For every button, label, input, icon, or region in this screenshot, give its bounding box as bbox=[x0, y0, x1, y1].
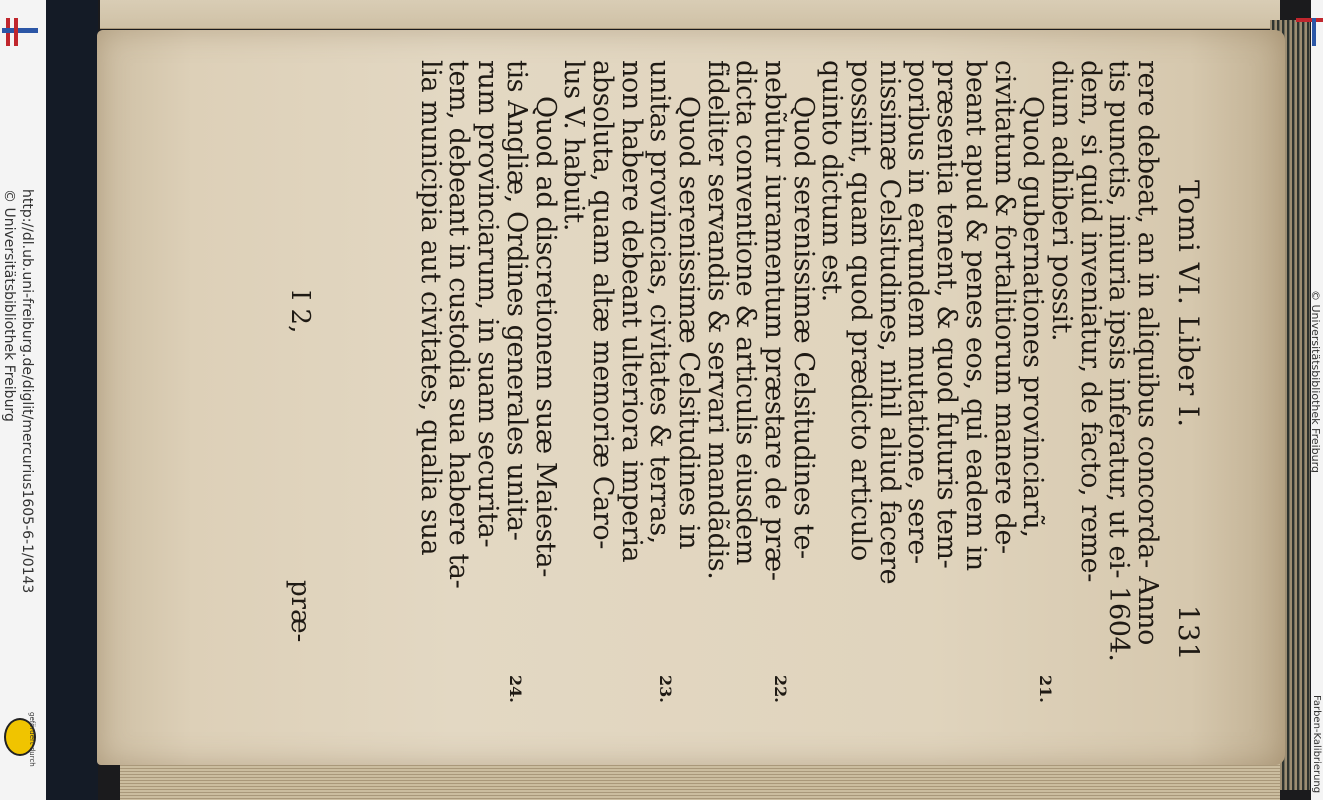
text-line: dem, si quid inveniatur, de facto, reme- bbox=[1074, 60, 1106, 582]
flag-icon bbox=[2, 18, 38, 46]
text-line: Quod gubernationes provinciarũ, bbox=[1017, 96, 1049, 538]
text-line: possint, quam quod prædicto articulo bbox=[845, 60, 877, 561]
margin-number: 24. bbox=[506, 675, 525, 703]
catchword: præ- bbox=[285, 580, 315, 643]
text-line: civitatum & fortalitiorum manere de- bbox=[988, 60, 1020, 554]
text-line: rere debeat, an in aliquibus concorda- Anno bbox=[1132, 60, 1163, 645]
page-number: 131 bbox=[1172, 605, 1205, 662]
text-line: non habere debeant ulteriora imperia bbox=[615, 60, 647, 563]
running-header bbox=[1165, 60, 1205, 660]
text-line: absoluta, quam altæ memoriæ Caro- bbox=[586, 60, 618, 549]
text-line: tis Angliæ, Ordines generales unita- bbox=[500, 60, 532, 541]
page-text-block bbox=[245, 60, 1205, 740]
margin-number: 21. bbox=[1036, 675, 1055, 703]
page-stack-bottom bbox=[120, 760, 1280, 800]
text-line: dium adhiberi possit. bbox=[1045, 60, 1077, 342]
header-title: Tomi VI. Liber I. bbox=[1172, 180, 1205, 429]
margin-number: 23. bbox=[656, 675, 675, 703]
signature-mark: I 2, bbox=[285, 290, 315, 334]
copyright-text: © Universitätsbibliothek Freiburg bbox=[1, 189, 17, 422]
text-line: præsentia tenent, & quod futuris tem- bbox=[931, 60, 963, 569]
text-line: nebũtur iuramentum præstare de præ- bbox=[759, 60, 791, 581]
right-calibration-label: Farben-Kalibrierung bbox=[1311, 695, 1322, 794]
text-line: fideliter servandis & servari mandãdis. bbox=[701, 60, 733, 580]
text-line: Quod ad discretionem suæ Maiesta- bbox=[529, 96, 561, 577]
text-line: tem, debeant in custodia sua habere ta- bbox=[443, 60, 475, 589]
color-chart-icon bbox=[1296, 18, 1323, 46]
logo-caption: gefördert durch bbox=[28, 712, 36, 767]
page-top-edge bbox=[100, 0, 1280, 29]
text-line: lia municipia aut civitates, qualia sua bbox=[414, 60, 446, 556]
text-line: nissimæ Celsitudines, nihil aliud facere bbox=[873, 60, 905, 585]
margin-number: 22. bbox=[771, 675, 790, 703]
scan-background bbox=[46, 0, 98, 800]
text-line: Quod serenissimæ Celsitudines te- bbox=[787, 96, 819, 559]
right-copyright: © Universitätsbibliothek Freiburg bbox=[1309, 290, 1322, 473]
text-line: poribus in earundem mutatione, sere- bbox=[902, 60, 934, 564]
text-line: dicta conventione & articulis eiusdem bbox=[730, 60, 762, 565]
text-line: quinto dictum est. bbox=[816, 60, 848, 302]
source-url-text: http://dl.ub.uni-freiburg.de/diglit/mercurius1605-6-1/0143 bbox=[19, 189, 35, 594]
source-url bbox=[0, 189, 36, 593]
body-text bbox=[415, 60, 1161, 700]
text-line: beant apud & penes eos, qui eadem in bbox=[959, 60, 991, 571]
text-line: rum provinciarum, in suam securita- bbox=[472, 60, 504, 548]
text-line: lus V. habuit. bbox=[558, 60, 590, 232]
text-line: Quod serenissimæ Celsitudines in bbox=[673, 96, 704, 550]
text-line: unitas provincias, civitates & terras, bbox=[644, 60, 676, 544]
text-line: tis punctis, iniuria ipsis inferatur, ut ei- 1604. bbox=[1103, 60, 1135, 662]
